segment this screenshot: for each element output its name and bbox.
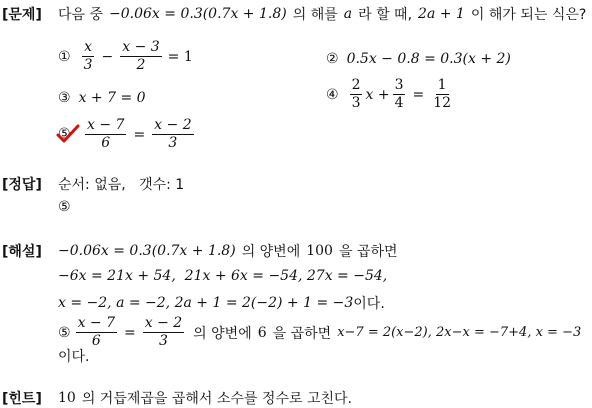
choice-2-equation: 0.5x − 0.8 = 0.3(x + 2)	[346, 51, 511, 67]
choice-4-equals: =	[412, 86, 425, 103]
explanation-number-100: 100	[306, 243, 333, 259]
stem-suffix: 이 해가 되는 식은?	[470, 7, 587, 23]
explanation-text-3: 이다.	[353, 296, 385, 312]
choice-4-fraction-b: $\frac{3}{4}$	[394, 77, 404, 111]
explanation-equation-3: x = −2, a = −2, 2a + 1 = 2(−2) + 1 = −3	[58, 295, 354, 311]
problem-stem	[58, 4, 586, 24]
explanation-line-3	[58, 293, 385, 313]
choice-4-fraction-a: $\frac{2}{3}$	[351, 77, 361, 111]
stem-text-1: 의 해를	[292, 7, 338, 23]
hint-number: 10	[58, 390, 76, 406]
explanation-text-2: 을 곱하면	[338, 244, 398, 260]
choice-4[interactable]	[326, 78, 456, 111]
answer-choice: ⑤	[58, 199, 71, 215]
explanation-fraction-b: $\frac{x - 2}{3}$	[144, 315, 183, 349]
choice-5[interactable]	[58, 118, 197, 151]
explanation-equation-1: −0.06x = 0.3(0.7x + 1.8)	[58, 243, 236, 259]
choice-1-fraction-b: $\frac{x - 3}{2}$	[122, 39, 160, 73]
stem-equation: −0.06x = 0.3(0.7x + 1.8)	[109, 6, 287, 22]
explanation-number-6: 6	[257, 324, 267, 341]
stem-prefix: 다음 중	[58, 7, 104, 23]
choice-5-equals: =	[133, 126, 146, 143]
choice-5-fraction-a: $\frac{x - 7}{6}$	[87, 117, 125, 151]
choice-2-marker: ②	[326, 51, 339, 67]
explanation-line-1	[58, 241, 398, 261]
choice-1-minus: −	[101, 48, 114, 65]
explanation-fraction-a: $\frac{x - 7}{6}$	[77, 315, 115, 349]
explanation-equation-4: x−7 = 2(x−2), 2x−x = −7+4, x = −3	[337, 325, 582, 340]
choice-3-marker: ③	[58, 90, 71, 106]
stem-expression: 2a + 1	[418, 6, 465, 22]
explanation-line-4	[58, 316, 581, 349]
explanation-equals: =	[124, 324, 136, 341]
answer-tag: [정답]	[2, 177, 42, 193]
stem-variable: a	[343, 6, 353, 22]
choice-4-marker: ④	[326, 86, 339, 103]
choice-1[interactable]	[58, 40, 193, 73]
hint-text: 의 거듭제곱을 곱해서 소수를 정수로 고친다.	[81, 391, 352, 407]
explanation-line-2: −6x = 21x + 54, 21x + 6x = −54, 27x = −54,	[58, 268, 388, 284]
stem-text-2: 라 할 때,	[358, 7, 413, 23]
choice-2[interactable]	[326, 51, 511, 67]
choice-5-marker: ⑤	[58, 125, 71, 142]
choice-3[interactable]	[58, 90, 146, 106]
choice-4-mid: x +	[365, 86, 390, 103]
explanation-line-5: 이다.	[58, 349, 90, 365]
choice-5-fraction-b: $\frac{x - 2}{3}$	[154, 117, 192, 151]
choice-4-fraction-c: $\frac{1}{12}$	[433, 77, 452, 111]
choice-3-equation: x + 7 = 0	[78, 90, 146, 106]
explanation-marker: ⑤	[58, 324, 71, 341]
choice-1-rhs: = 1	[167, 48, 193, 65]
hint-tag: [힌트]	[2, 391, 42, 407]
choice-5-marker-wrap	[58, 126, 78, 144]
choice-1-marker: ①	[58, 48, 71, 65]
problem-tag: [문제]	[2, 7, 42, 23]
answer-summary: 순서: 없음, 갯수: 1	[58, 177, 185, 193]
checkmark-icon	[56, 124, 80, 144]
explanation-text-4: 의 양변에	[193, 325, 252, 342]
explanation-text-1: 의 양변에	[241, 244, 301, 260]
choice-1-fraction-a: $\frac{x}{3}$	[83, 39, 93, 73]
hint-line	[58, 388, 352, 408]
explanation-tag: [해설]	[2, 244, 42, 260]
explanation-text-5: 을 곱하면	[272, 325, 332, 342]
